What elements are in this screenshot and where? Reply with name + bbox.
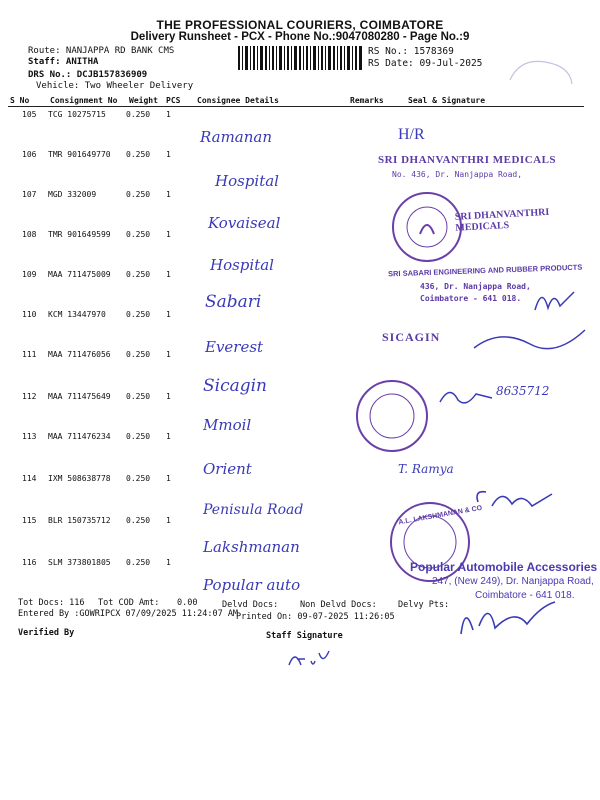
row-consignment: IXM 508638778 <box>48 474 111 483</box>
staff-label: Staff: ANITHA <box>28 57 99 67</box>
staff-signature-label: Staff Signature <box>266 631 343 641</box>
row-sno: 116 <box>22 558 37 567</box>
row-sno: 114 <box>22 474 37 483</box>
signature-scribble <box>530 282 580 322</box>
row-pcs: 1 <box>166 474 171 483</box>
row-sno: 111 <box>22 350 37 359</box>
rs-number: RS No.: 1578369 <box>368 46 454 57</box>
kovai-seal-stamp <box>392 192 462 262</box>
mmoil-round-stamp <box>356 380 428 452</box>
popular-city: Coimbatore - 641 018. <box>475 590 575 601</box>
row-weight: 0.250 <box>126 350 151 359</box>
row-consignment: MAA 711475009 <box>48 270 111 279</box>
row-weight: 0.250 <box>126 190 151 199</box>
dhanvanthri-address: No. 436, Dr. Nanjappa Road, <box>392 170 523 179</box>
row-consignment: BLR 150735712 <box>48 516 111 525</box>
sabari-stamp: SRI SABARI ENGINEERING AND RUBBER PRODUCTS <box>387 262 583 279</box>
col-seal-signature: Seal & Signature <box>408 96 486 105</box>
col-remarks: Remarks <box>350 96 384 105</box>
row-sno: 115 <box>22 516 37 525</box>
row-weight: 0.250 <box>126 310 151 319</box>
row-weight: 0.250 <box>126 110 151 119</box>
signature-scribble <box>455 594 565 640</box>
signature-114: T. Ramya <box>398 462 454 476</box>
row-pcs: 1 <box>166 230 171 239</box>
sabari-city: Coimbatore - 641 018. <box>420 294 522 303</box>
handwritten-name: Everest <box>205 338 264 356</box>
row-consignment: MAA 711476056 <box>48 350 111 359</box>
dhanvanthri-stamp: SRI DHANVANTHRI MEDICALS <box>378 154 557 166</box>
row-weight: 0.250 <box>126 150 151 159</box>
col-weight: Weight <box>129 96 158 105</box>
total-docs: Tot Docs: 116 <box>18 598 85 608</box>
handwritten-name: Sabari <box>205 292 262 312</box>
row-pcs: 1 <box>166 270 171 279</box>
handwritten-name: Penisula Road <box>203 502 304 518</box>
handwritten-name: Hospital <box>215 172 279 190</box>
vehicle-label: Vehicle: Two Wheeler Delivery <box>36 81 194 91</box>
total-cod-value: 0.00 <box>177 598 198 608</box>
row-consignment: SLM 373801805 <box>48 558 111 567</box>
row-consignment: TMR 901649770 <box>48 150 111 159</box>
row-pcs: 1 <box>166 432 171 441</box>
row-sno: 107 <box>22 190 37 199</box>
rs-date: RS Date: 09-Jul-2025 <box>368 58 483 69</box>
row-pcs: 1 <box>166 558 171 567</box>
header-rule <box>8 106 584 107</box>
row-sno: 113 <box>22 432 37 441</box>
row-consignment: MAA 711475649 <box>48 392 111 401</box>
row-consignment: TCG 10275715 <box>48 110 106 119</box>
signature-scribble <box>472 484 562 516</box>
handwritten-name: Mmoil <box>203 416 252 434</box>
row-pcs: 1 <box>166 310 171 319</box>
delivered-docs: Delvd Docs: <box>222 600 279 610</box>
row-weight: 0.250 <box>126 230 151 239</box>
popular-stamp: Popular Automobile Accessories <box>410 560 598 574</box>
barcode <box>238 46 362 70</box>
row-sno: 105 <box>22 110 37 119</box>
row-sno: 106 <box>22 150 37 159</box>
col-consignee: Consignee Details <box>197 96 279 105</box>
handwritten-name: Hospital <box>210 256 274 274</box>
handwritten-name: Kovaiseal <box>208 214 281 232</box>
row-weight: 0.250 <box>126 432 151 441</box>
signature-scribble <box>436 382 496 412</box>
row-consignment: KCM 13447970 <box>48 310 106 319</box>
row-weight: 0.250 <box>126 270 151 279</box>
runsheet-title: Delivery Runsheet - PCX - Phone No.:9047080280 - Page No.:9 <box>130 31 470 43</box>
non-delivered-docs: Non Delvd Docs: <box>300 600 377 610</box>
popular-address: 247, (New 249), Dr. Nanjappa Road, <box>432 576 594 587</box>
delivery-points: Delvy Pts: <box>398 600 450 610</box>
row-sno: 109 <box>22 270 37 279</box>
row-consignment: MAA 711476234 <box>48 432 111 441</box>
printed-on: Printed On: 09-07-2025 11:26:05 <box>236 612 395 622</box>
table-row <box>0 392 600 432</box>
row-weight: 0.250 <box>126 474 151 483</box>
handwritten-name: Popular auto <box>203 576 301 594</box>
row-consignment: TMR 901649599 <box>48 230 111 239</box>
row-pcs: 1 <box>166 392 171 401</box>
handwritten-name: Lakshmanan <box>203 538 300 556</box>
signature-scribble <box>470 318 590 368</box>
signature-112: 8635712 <box>496 384 550 398</box>
signature-hr: H/R <box>398 126 425 143</box>
total-cod-label: Tot COD Amt: <box>98 598 160 608</box>
row-weight: 0.250 <box>126 558 151 567</box>
row-pcs: 1 <box>166 110 171 119</box>
entered-by: Entered By :GOWRIPCX 07/09/2025 11:24:07 AM <box>18 609 239 619</box>
verified-by: Verified By <box>18 628 75 638</box>
faint-stamp-mark <box>500 50 580 90</box>
row-sno: 108 <box>22 230 37 239</box>
handwritten-name: Sicagin <box>203 376 268 396</box>
staff-signature <box>285 645 335 671</box>
row-consignment: MGD 332009 <box>48 190 97 199</box>
col-sno: S No <box>10 96 30 105</box>
row-sno: 110 <box>22 310 37 319</box>
dhanvanthri-stamp-2: SRI DHANVANTHRI MEDICALS <box>454 206 550 234</box>
row-pcs: 1 <box>166 350 171 359</box>
handwritten-name: Orient <box>203 460 252 478</box>
table-row <box>0 110 600 150</box>
route-label: Route: NANJAPPA RD BANK CMS <box>28 46 175 56</box>
col-consignment: Consignment No <box>50 96 118 105</box>
row-pcs: 1 <box>166 150 171 159</box>
lakshmanan-stamp-text: A.L. LAKSHMANAN & CO <box>398 504 483 527</box>
row-pcs: 1 <box>166 190 171 199</box>
handwritten-name: Ramanan <box>200 128 273 146</box>
row-sno: 112 <box>22 392 37 401</box>
sabari-address: 436, Dr. Nanjappa Road, <box>420 282 531 291</box>
row-pcs: 1 <box>166 516 171 525</box>
col-pcs: PCS <box>166 96 181 105</box>
table-row <box>0 516 600 556</box>
drs-number: DRS No.: DCJB157836909 <box>28 70 148 80</box>
row-weight: 0.250 <box>126 392 151 401</box>
table-row <box>0 432 600 478</box>
company-name: THE PROFESSIONAL COURIERS, COIMBATORE <box>156 18 444 32</box>
row-weight: 0.250 <box>126 516 151 525</box>
sicagin-stamp: SICAGIN <box>382 330 441 344</box>
